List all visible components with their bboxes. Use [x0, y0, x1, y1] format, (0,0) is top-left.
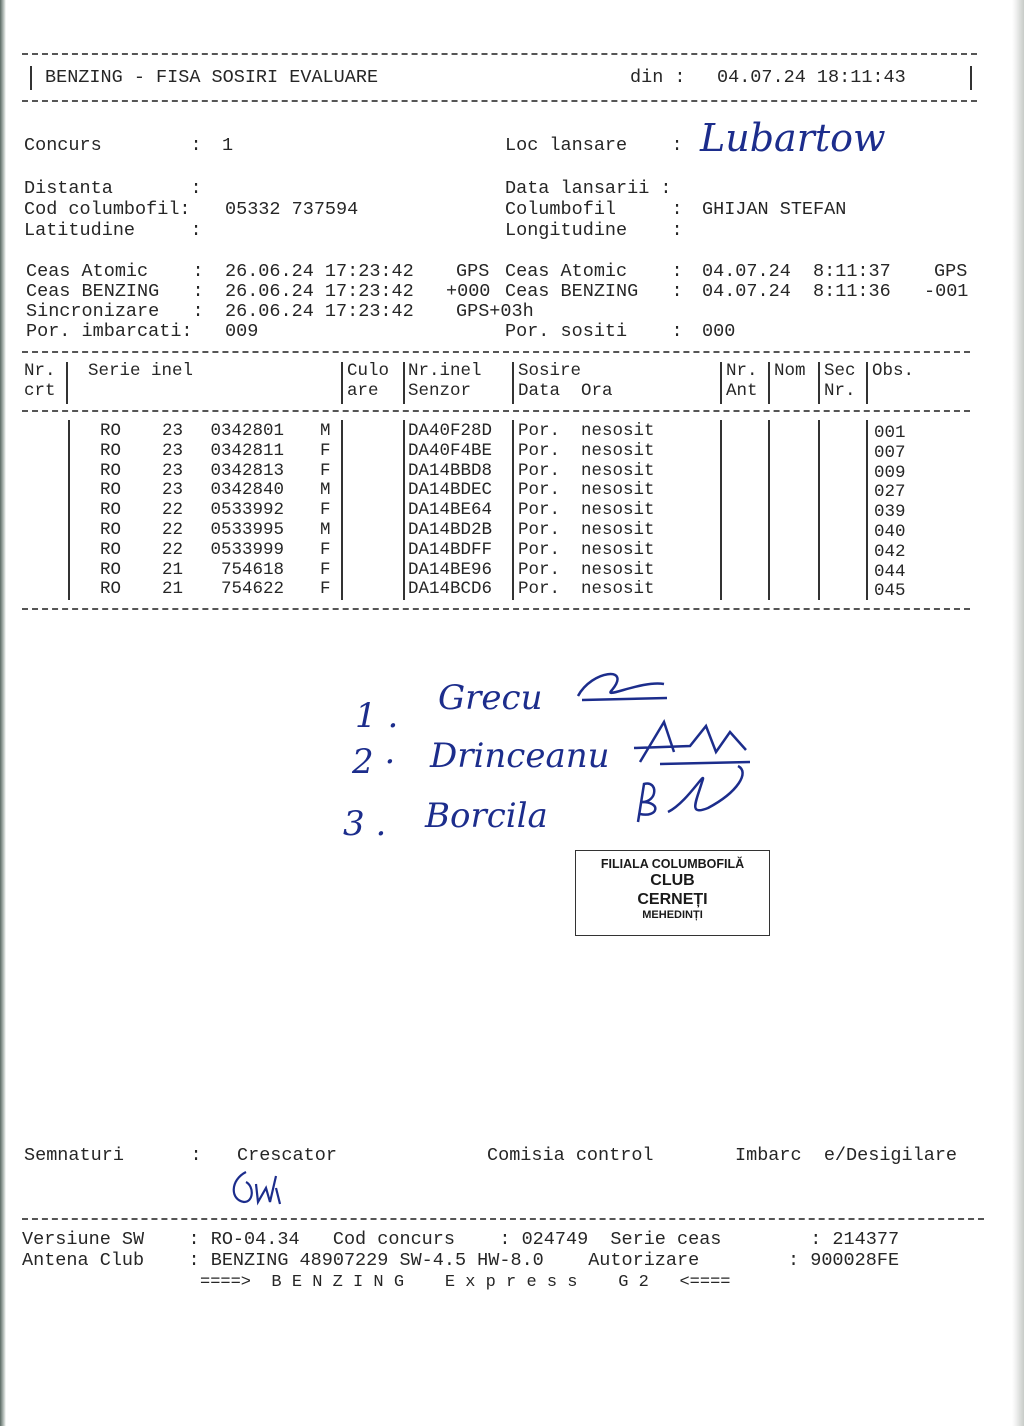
table-column-divider: [720, 420, 722, 600]
semnaturi-label: Semnaturi :: [24, 1145, 202, 1166]
signature-3: [628, 762, 758, 832]
ring-number: 0342811: [210, 440, 284, 461]
col-nrant-header: Nr.: [726, 361, 758, 381]
col-crt-header: crt: [24, 381, 56, 401]
stamp-line-3: CERNEȚI: [637, 891, 708, 908]
ring-year: 23: [162, 421, 184, 441]
table-column-divider: [66, 362, 68, 404]
table-column-divider: [341, 362, 343, 404]
pigeon-sex: M: [320, 421, 331, 441]
signature-1: [572, 660, 672, 710]
ring-country: RO: [100, 480, 122, 501]
ceas-atomic-start-source: GPS: [456, 261, 490, 282]
pigeon-sex: M: [320, 520, 331, 540]
comisia-control-label: Comisia control: [487, 1145, 654, 1166]
club-stamp: [575, 850, 770, 936]
longitudine-label: Longitudine :: [505, 220, 683, 241]
ceas-benzing-start-offset: +000: [446, 281, 491, 302]
obs-value: 045: [874, 581, 906, 602]
arrival-status: Por. nesosit: [518, 460, 655, 481]
col-are-header: are: [347, 381, 379, 401]
handwritten-num-3: 3 .: [343, 804, 387, 844]
table-header-rule: [22, 410, 970, 412]
ring-year: 23: [162, 480, 184, 501]
sensor-id: DA14BCD6: [408, 579, 493, 600]
ring-year: 22: [162, 520, 184, 540]
table-column-divider: [818, 362, 820, 404]
footer-line-1: Versiune SW : RO-04.34 Cod concurs : 024749 Serie ceas : 214377: [22, 1229, 900, 1250]
obs-value: 007: [874, 442, 906, 463]
ring-country: RO: [100, 579, 122, 600]
ceas-benzing-start-value: 26.06.24 17:23:42: [225, 281, 414, 302]
ring-number: 754618: [220, 559, 284, 580]
col-secnr-header: Nr.: [824, 381, 856, 401]
ring-country: RO: [100, 520, 122, 540]
col-nrinel-header: Nr.inel: [408, 361, 482, 381]
crescator-label: Crescator: [237, 1145, 337, 1166]
handwritten-name-2: Drinceanu: [430, 736, 610, 776]
table-column-divider: [512, 420, 514, 600]
crescator-signature: [228, 1166, 288, 1210]
header-right-bar: [970, 66, 972, 90]
din-label: din :: [630, 67, 686, 88]
sensor-id: DA14BE96: [408, 559, 493, 580]
ring-year: 21: [162, 559, 184, 580]
table-column-divider: [403, 362, 405, 404]
ring-year: 22: [162, 500, 184, 521]
table-column-divider: [866, 362, 868, 404]
ring-country: RO: [100, 440, 122, 461]
table-column-divider: [720, 362, 722, 404]
sincronizare-value: 26.06.24 17:23:42: [225, 301, 414, 322]
col-serie-header: Serie inel: [88, 361, 194, 381]
handwritten-name-3: Borcila: [425, 796, 548, 836]
obs-value: 027: [874, 482, 906, 503]
ring-country: RO: [100, 539, 122, 560]
ceas-atomic-end-label: Ceas Atomic :: [505, 261, 683, 282]
sensor-id: DA40F4BE: [408, 440, 493, 461]
arrival-status: Por. nesosit: [518, 579, 655, 600]
pigeon-sex: M: [320, 480, 331, 501]
table-column-divider: [341, 420, 343, 600]
ring-number: 0533992: [210, 500, 284, 521]
sensor-id: DA14BDFF: [408, 539, 493, 560]
header-top-rule: [22, 53, 977, 55]
obs-value: 044: [874, 561, 906, 582]
col-obs-header: Obs.: [872, 361, 915, 381]
footer-line-2: Antena Club : BENZING 48907229 SW-4.5 HW-8.0 Autorizare : 900028FE: [22, 1250, 900, 1271]
ring-number: 0533999: [210, 539, 284, 560]
sensor-id: DA14BE64: [408, 500, 493, 521]
ring-number: 0342840: [210, 480, 284, 501]
header-bottom-rule: [22, 100, 977, 102]
col-ant-header: Ant: [726, 381, 758, 401]
ceas-benzing-start-label: Ceas BENZING :: [26, 281, 204, 302]
arrival-status: Por. nesosit: [518, 539, 655, 560]
sincronizare-offset: GPS+03h: [456, 301, 534, 322]
distanta-label: Distanta :: [24, 178, 202, 199]
table-top-rule: [22, 351, 970, 353]
por-imbarcati-value: 009: [225, 321, 259, 342]
ceas-atomic-start-label: Ceas Atomic :: [26, 261, 204, 282]
ring-country: RO: [100, 421, 122, 441]
ring-year: 22: [162, 539, 184, 560]
ring-year: 23: [162, 440, 184, 461]
scan-edge-left: [0, 0, 6, 1426]
ring-number: 754622: [220, 579, 284, 600]
arrival-status: Por. nesosit: [518, 520, 655, 540]
data-lansarii-label: Data lansarii :: [505, 178, 672, 199]
latitudine-label: Latitudine :: [24, 220, 202, 241]
ring-number: 0533995: [210, 520, 284, 540]
pigeon-sex: F: [320, 579, 331, 600]
table-column-divider: [68, 420, 70, 600]
col-dataora-header: Data Ora: [518, 381, 613, 401]
pigeon-sex: F: [320, 460, 331, 481]
col-sec-header: Sec: [824, 361, 856, 381]
col-senzor-header: Senzor: [408, 381, 472, 401]
col-nr-header: Nr.: [24, 361, 56, 381]
handwritten-name-1: Grecu: [438, 678, 543, 718]
arrival-status: Por. nesosit: [518, 500, 655, 521]
columbofil-value: GHIJAN STEFAN: [702, 199, 847, 220]
col-nom-header: Nom: [774, 361, 806, 381]
ceas-atomic-end-value: 04.07.24 8:11:37: [702, 261, 891, 282]
arrival-status: Por. nesosit: [518, 480, 655, 501]
ceas-benzing-end-offset: -001: [924, 281, 969, 302]
stamp-line-1: FILIALA COLUMBOFILĂ: [600, 857, 745, 871]
cod-columbofil-label: Cod columbofil:: [24, 199, 191, 220]
print-timestamp: 04.07.24 18:11:43: [717, 67, 906, 88]
obs-value: 042: [874, 541, 906, 562]
arrival-status: Por. nesosit: [518, 559, 655, 580]
por-imbarcati-label: Por. imbarcati:: [26, 321, 193, 342]
obs-value: 040: [874, 522, 906, 542]
ring-country: RO: [100, 500, 122, 521]
ring-year: 23: [162, 460, 184, 481]
stamp-line-4: MEHEDINȚI: [642, 909, 703, 921]
obs-value: 039: [874, 502, 906, 523]
sensor-id: DA14BBD8: [408, 460, 493, 481]
ceas-benzing-end-value: 04.07.24 8:11:36: [702, 281, 891, 302]
scan-edge-right: [1012, 0, 1024, 1426]
loc-lansare-label: Loc lansare :: [505, 135, 683, 156]
sensor-id: DA40F28D: [408, 421, 493, 441]
imbarc-desigilare-label: Imbarc e/Desigilare: [735, 1145, 958, 1166]
cod-columbofil-value: 05332 737594: [225, 199, 359, 220]
obs-value: 001: [874, 423, 906, 443]
document-title: BENZING - FISA SOSIRI EVALUARE: [45, 67, 379, 88]
sensor-id: DA14BDEC: [408, 480, 493, 501]
pigeon-sex: F: [320, 559, 331, 580]
ring-country: RO: [100, 559, 122, 580]
ceas-atomic-end-source: GPS: [934, 261, 968, 282]
columbofil-label: Columbofil :: [505, 199, 683, 220]
ceas-benzing-end-label: Ceas BENZING :: [505, 281, 683, 302]
stamp-line-2: CLUB: [650, 872, 695, 889]
table-column-divider: [768, 362, 770, 404]
table-column-divider: [818, 420, 820, 600]
header-left-bar: [30, 66, 32, 90]
handwritten-num-2: 2 ·: [352, 742, 396, 782]
por-sositi-label: Por. sositi :: [505, 321, 683, 342]
table-column-divider: [512, 362, 514, 404]
arrival-status: Por. nesosit: [518, 421, 655, 441]
col-culo-header: Culo: [347, 361, 390, 381]
footer-brand-banner: ====> B E N Z I N G E x p r e s s G 2 <====: [200, 1273, 731, 1292]
pigeon-sex: F: [320, 539, 331, 560]
loc-lansare-handwritten: Lubartow: [700, 116, 886, 160]
concurs-value: 1: [222, 135, 234, 156]
obs-value: 009: [874, 462, 906, 483]
por-sositi-value: 000: [702, 321, 736, 342]
arrival-status: Por. nesosit: [518, 440, 655, 461]
table-column-divider: [403, 420, 405, 600]
table-column-divider: [768, 420, 770, 600]
ceas-atomic-start-value: 26.06.24 17:23:42: [225, 261, 414, 282]
pigeon-sex: F: [320, 500, 331, 521]
table-column-divider: [866, 420, 868, 600]
ring-number: 0342801: [210, 421, 284, 441]
table-bottom-rule: [22, 608, 970, 610]
ring-number: 0342813: [210, 460, 284, 481]
footer-rule: [22, 1218, 984, 1220]
sincronizare-label: Sincronizare :: [26, 301, 204, 322]
handwritten-num-1: 1 .: [355, 696, 399, 736]
sensor-id: DA14BD2B: [408, 520, 493, 540]
ring-year: 21: [162, 579, 184, 600]
pigeon-sex: F: [320, 440, 331, 461]
col-sosire-header: Sosire: [518, 361, 582, 381]
ring-country: RO: [100, 460, 122, 481]
concurs-label: Concurs :: [24, 135, 202, 156]
